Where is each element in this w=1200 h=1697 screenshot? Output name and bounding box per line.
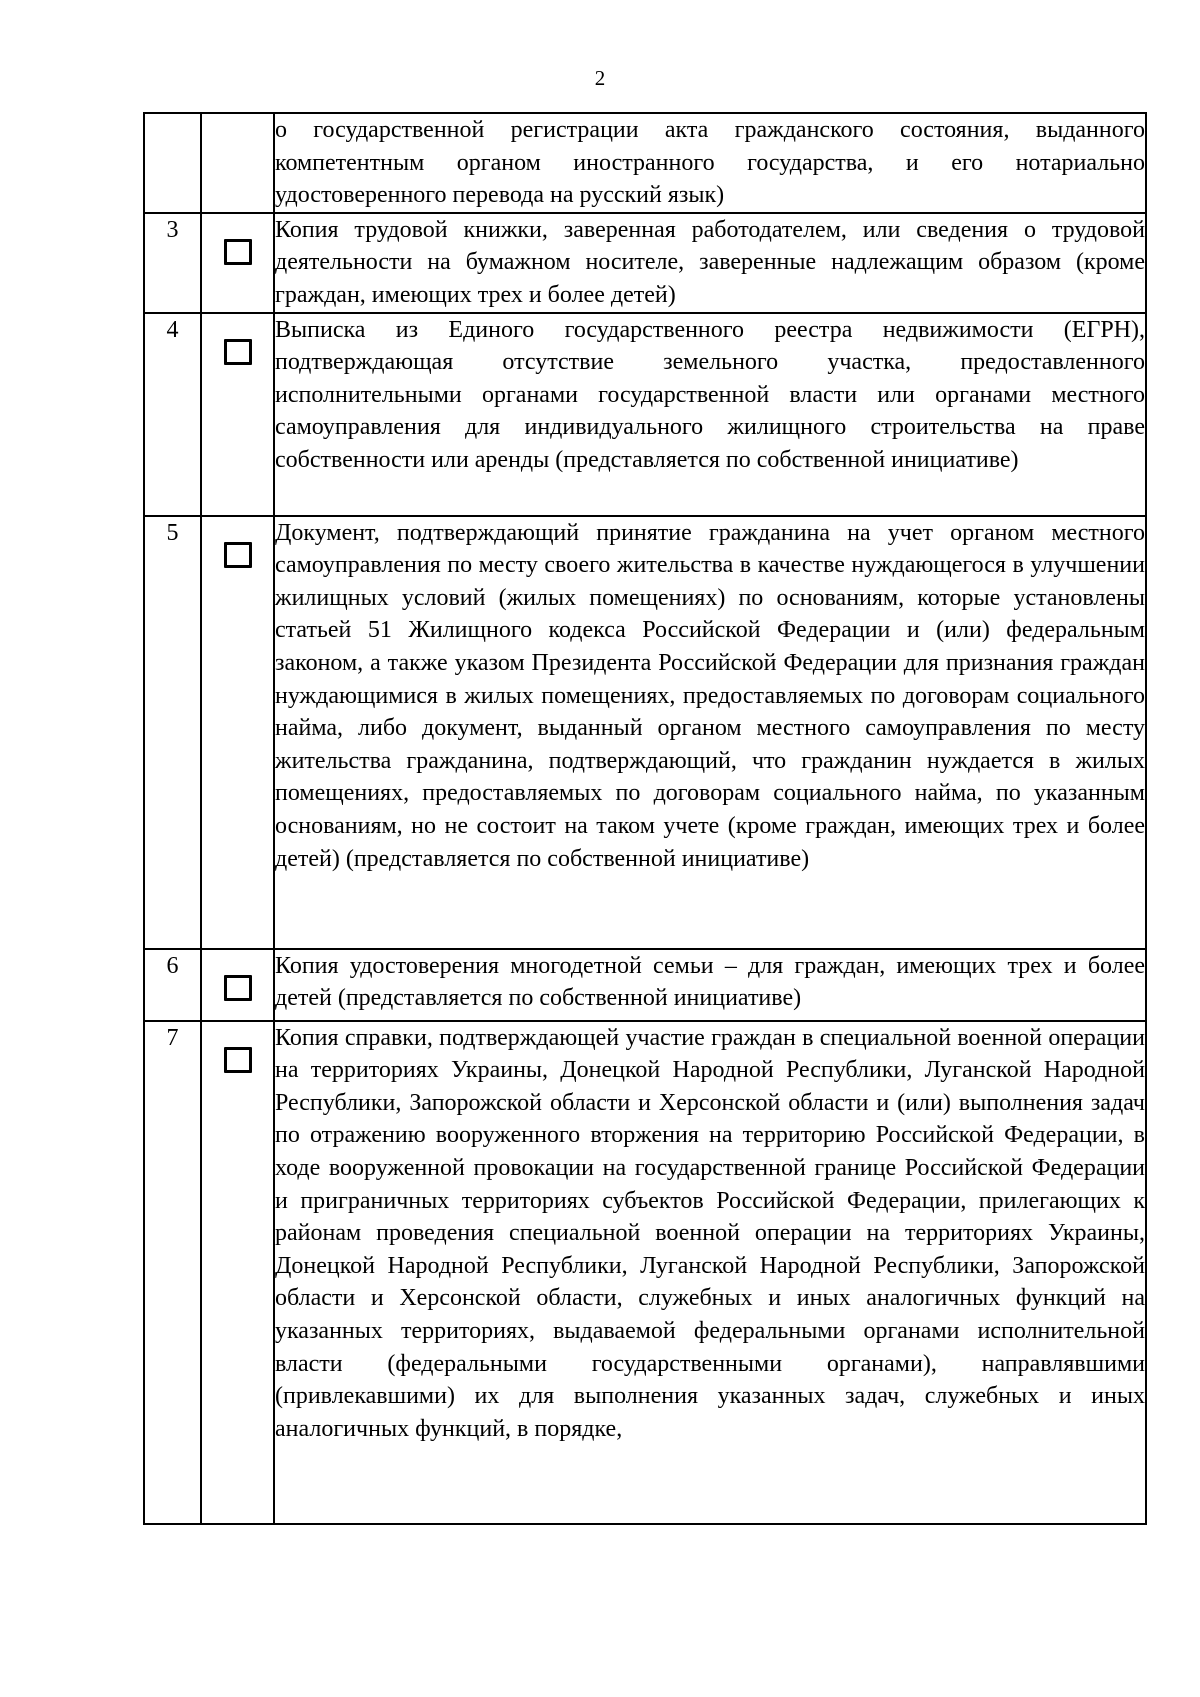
table-row [144, 213, 1146, 313]
checkbox-icon[interactable] [224, 339, 252, 365]
checkbox-icon[interactable] [224, 1047, 252, 1073]
checkbox-cell [201, 213, 274, 313]
checkbox-icon[interactable] [224, 975, 252, 1001]
row-number: 7 [144, 1021, 201, 1524]
page-number: 2 [594, 66, 606, 90]
row-number: 6 [144, 949, 201, 1021]
table-row [144, 313, 1146, 516]
row-text: Копия трудовой книжки, заверенная работодателем, или сведения о трудовой деятельности на бумажном носителе, заверенные надлежащим образом (кроме граждан, имеющих трех и более детей) [274, 213, 1146, 313]
checkbox-cell [201, 113, 274, 213]
row-number [144, 113, 201, 213]
checkbox-cell [201, 1021, 274, 1524]
table-row [144, 949, 1146, 1021]
checkbox-icon[interactable] [224, 542, 252, 568]
table-row [144, 113, 1146, 213]
checkbox-cell [201, 516, 274, 949]
row-text: Выписка из Единого государственного реестра недвижимости (ЕГРН), подтверждающая отсутствие земельного участка, предоставленного исполнительными органами государственной власти или органами местного самоуправления для индивидуального жилищного строительства на праве собственности или аренды (представляется по собственной инициативе) [274, 313, 1146, 516]
row-text: Документ, подтверждающий принятие гражданина на учет органом местного самоуправления по месту своего жительства в качестве нуждающегося в улучшении жилищных условий (жилых помещениях) по основаниям, которые установлены статьей 51 Жилищного кодекса Российской Федерации и (или) федеральным законом, а также указом Президента Российской Федерации для признания граждан нуждающимися в жилых помещениях, предоставляемых по договорам социального найма, либо документ, выданный органом местного самоуправления по месту жительства гражданина, подтверждающий, что гражданин нуждается в жилых помещениях, предоставляемых по договорам социального найма, по указанным основаниям, но не состоит на таком учете (кроме граждан, имеющих трех и более детей) (представляется по собственной инициативе) [274, 516, 1146, 949]
checkbox-cell [201, 949, 274, 1021]
row-text: Копия справки, подтверждающей участие граждан в специальной военной операции на территориях Украины, Донецкой Народной Республики, Луганской Народной Республики, Запорожской области и Херсонской области и (или) выполнения задач по отражению вооруженного вторжения на территорию Российской Федерации, в ходе вооруженной провокации на государственной границе Российской Федерации и приграничных территориях субъектов Российской Федерации, прилегающих к районам проведения специальной военной операции на территориях Украины, Донецкой Народной Республики, Луганской Народной Республики, Запорожской области и Херсонской области, служебных и иных аналогичных функций на указанных территориях, выдаваемой федеральными органами исполнительной власти (федеральными государственными органами), направлявшими (привлекавшими) их для выполнения указанных задач, служебных и иных аналогичных функций, в порядке, [274, 1021, 1146, 1524]
table-row [144, 516, 1146, 949]
row-number: 5 [144, 516, 201, 949]
row-text: Копия удостоверения многодетной семьи – для граждан, имеющих трех и более детей (представляется по собственной инициативе) [274, 949, 1146, 1021]
checkbox-cell [201, 313, 274, 516]
documents-table [143, 112, 1147, 1525]
row-number: 3 [144, 213, 201, 313]
row-number: 4 [144, 313, 201, 516]
table-row [144, 1021, 1146, 1524]
checkbox-icon[interactable] [224, 239, 252, 265]
row-text: о государственной регистрации акта гражданского состояния, выданного компетентным органом иностранного государства, и его нотариально удостоверенного перевода на русский язык) [274, 113, 1146, 213]
